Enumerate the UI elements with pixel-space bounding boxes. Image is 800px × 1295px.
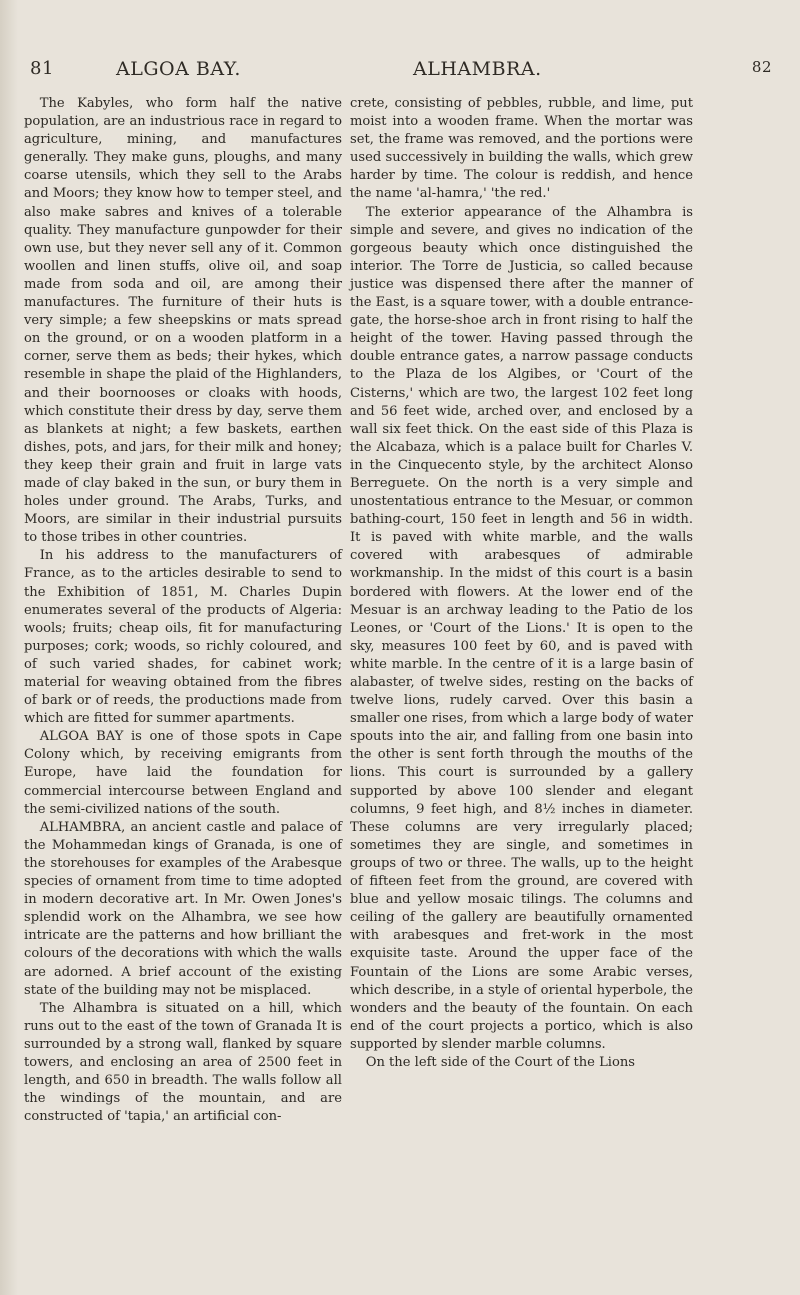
left-page-number: 81 xyxy=(30,58,54,79)
paragraph-court-lions-left: On the left side of the Court of the Lions xyxy=(365,1054,635,1070)
right-running-title: ALHAMBRA. xyxy=(413,58,542,80)
right-column xyxy=(350,95,693,1072)
left-column xyxy=(24,95,342,1126)
paragraph-kabyles: The Kabyles, who form half the native population, are an industrious race in regard to agriculture, mining, and manufactures generally. They make guns, ploughs, and many coarse utensils, which they sell to the Arabs and Moors; they know how to temper steel, and also make sabres and knives of a tolerable quality. They manufacture gunpowder for their own use, but they never sell any of it. Common woollen and linen stuffs, olive oil, and soap made from soda and oil, are among their manufactures. The furniture of their huts is very simple; a few sheepskins or mats spread on the ground, or on a wooden platform in a corner, serve them as beds; their hykes, which resemble in shape the plaid of the Highlanders, and their boornooses or cloaks with hoods, which constitute their dress by day, serve them as blankets at night; a few baskets, earthen dishes, pots, and jars, for their milk and honey; they keep their grain and fruit in large vats made of clay baked in the sun, or bury them in holes under ground. The Arabs, Turks, and Moors, are similar in their industrial pursuits to those tribes in other countries. xyxy=(24,96,342,546)
running-head xyxy=(30,58,788,86)
paragraph-algoa-bay: ALGOA BAY is one of those spots in Cape Colony which, by receiving emigrants from Europe, have laid the foundation for commercial intercourse between England and the semi-civilized nations of the south. xyxy=(24,729,342,817)
paragraph-tapia-continued: crete, consisting of pebbles, rubble, and lime, put moist into a wooden frame. When the mortar was set, the frame was removed, and the portions were used successively in building the walls, which grew harder by time. The colour is reddish, and hence the name 'al-hamra,' 'the red.' xyxy=(350,96,693,202)
right-page-number: 82 xyxy=(751,58,772,76)
paragraph-exhibition: In his address to the manufacturers of France, as to the articles desirable to send to the Exhibition of 1851, M. Charles Dupin enumerates several of the products of Algeria: wools; fruits; cheap oils, fit for manufacturing purposes; cork; woods, so richly coloured, and of such varied shades, for cabinet work; material for weaving obtained from the fibres of bark or of reeds, the productions made from which are fitted for summer apartments. xyxy=(24,548,342,727)
page-gutter-shadow xyxy=(0,0,18,1295)
paragraph-alhambra-intro: ALHAMBRA, an ancient castle and palace of the Mohammedan kings of Granada, is one of the storehouses for examples of the Arabesque species of ornament from time to time adopted in modern decorative art. In Mr. Owen Jones's splendid work on the Alhambra, we see how intricate are the patterns and how brilliant the colours of the decorations with which the walls are adorned. A brief account of the existing state of the building may not be misplaced. xyxy=(24,819,342,998)
left-running-title: ALGOA BAY. xyxy=(116,58,241,80)
paragraph-exterior: The exterior appearance of the Alhambra is simple and severe, and gives no indication of the gorgeous beauty which once distinguished the interior. The Torre de Justicia, so called because justice was dispensed there after the manner of the East, is a square tower, with a double entrance-gate, the horse-shoe arch in front rising to half the height of the tower. Having passed through the double entrance gates, a narrow passage conducts to the Plaza de los Algibes, or 'Court of the Cisterns,' which are two, the largest 102 feet long and 56 feet wide, arched over, and enclosed by a wall six feet thick. On the east side of this Plaza is the Alcabaza, which is a palace built for Charles V. in the Cinquecento style, by the architect Alonso Berreguete. On the north is a very simple and unostentatious entrance to the Mesuar, or common bathing-court, 150 feet in length and 56 in width. It is paved with white marble, and the walls covered with arabesques of admirable workmanship. In the midst of this court is a basin bordered with flowers. At the lower end of the Mesuar is an archway leading to the Patio de los Leones, or 'Court of the Lions.' It is open to the sky, measures 100 feet by 60, and is paved with white marble. In the centre of it is a large basin of alabaster, of twelve sides, resting on the backs of twelve lions, rudely carved. Over this basin a smaller one rises, from which a large body of water spouts into the air, and falling from one basin into the other is sent forth through the mouths of the lions. This court is surrounded by a gallery supported by above 100 slender and elegant columns, 9 feet high, and 8½ inches in diameter. These columns are very irregularly placed; sometimes they are single, and sometimes in groups of two or three. The walls, up to the height of fifteen feet from the ground, are covered with blue and yellow mosaic tilings. The columns and ceiling of the gallery are beautifully ornamented with arabesques and fret-work in the most exquisite taste. Around the upper face of the Fountain of the Lions are some Arabic verses, which describe, in a style of oriental hyperbole, the wonders and the beauty of the fountain. On each end of the court projects a portico, which is also supported by slender marble columns. xyxy=(350,204,693,1052)
paragraph-alhambra-situation: The Alhambra is situated on a hill, which runs out to the east of the town of Granada It is surrounded by a strong wall, flanked by square towers, and enclosing an area of 2500 feet in length, and 650 in breadth. The walls follow all the windings of the mountain, and are constructed of 'tapia,' an artificial con- xyxy=(24,1000,342,1125)
